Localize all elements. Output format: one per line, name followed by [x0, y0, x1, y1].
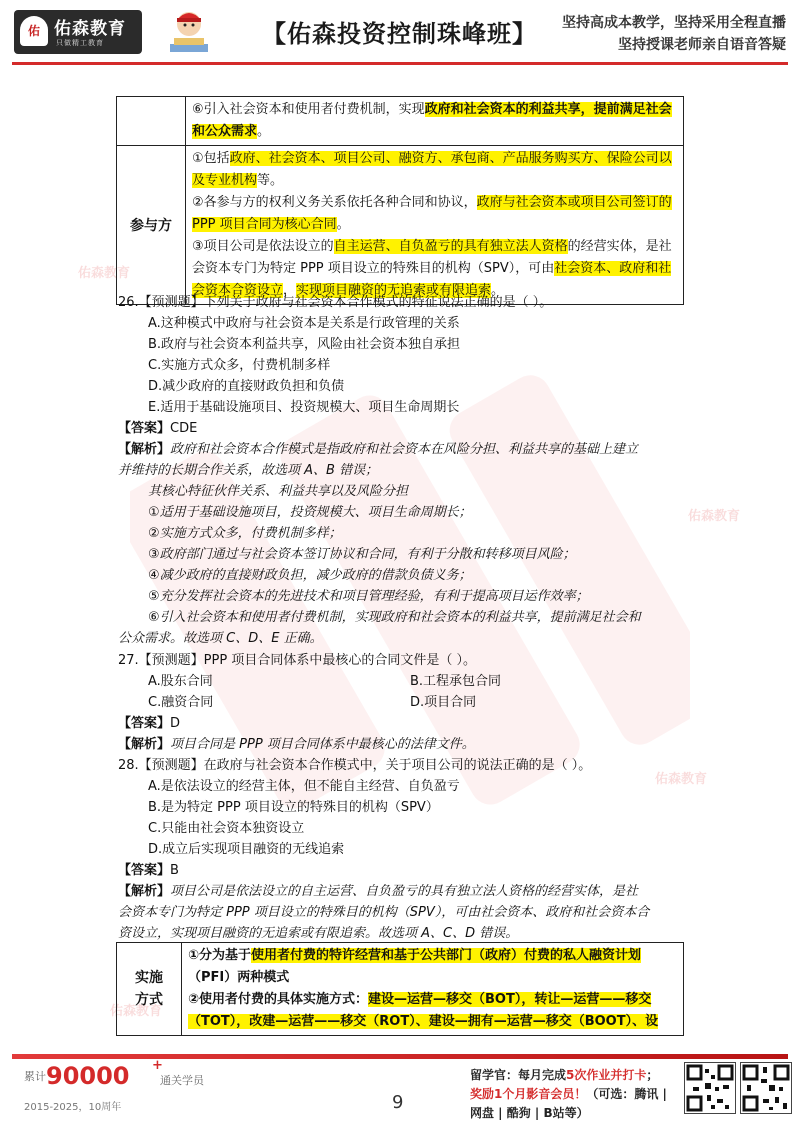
question-option: D.项目合同 [410, 695, 477, 710]
analysis-text: ②实施方式众多，付费机制多样； [148, 526, 342, 541]
table-cell [182, 943, 684, 1036]
analysis-text: 项目公司是依法设立的自主运营、自负盈亏的具有独立法人资格的经营实体，是社 [170, 884, 639, 899]
label-text: 实施 [135, 970, 163, 986]
answer-value: CDE [170, 421, 198, 436]
analysis-line [118, 881, 638, 902]
analysis-text: 政府和社会资本合作模式是指政府和社会资本在风险分担、利益共享的基础上建立 [170, 442, 639, 457]
analysis-text: ⑤充分发挥社会资本的先进技术和项目管理经验，有利于提高项目运作效率； [148, 589, 589, 604]
label-text: 方式 [135, 992, 163, 1008]
cell-text: ①分为基于 [188, 948, 252, 963]
cell-text: 等。 [257, 173, 284, 188]
analysis-label: 【解析】 [118, 737, 171, 752]
analysis-text: ④减少政府的直接财政负担，减少政府的借款负债义务； [148, 568, 472, 583]
watermark-text: 佑森教育 [78, 266, 131, 281]
promo-text: 留学官：每月完成 [470, 1068, 567, 1082]
cell-text: ①包括 [192, 151, 230, 166]
question-option: B.工程承包合同 [410, 674, 502, 689]
question-option: A.股东合同 [148, 674, 213, 689]
analysis-label: 【解析】 [118, 884, 171, 899]
question-option: D.成立后实现项目融资的无线追索 [148, 842, 345, 857]
footer-total-label: 累计 [24, 1070, 46, 1083]
cell-text: ③项目公司是依法设立的 [192, 239, 334, 254]
analysis-line [118, 734, 475, 755]
table-label-cell: 参与方 [117, 146, 186, 305]
promo-highlight: 5次作业并打卡 [566, 1068, 647, 1082]
cell-text: 。 [491, 283, 505, 298]
highlighted-text: 使用者付费的特许经营和基于公共部门（政府）付费的私人融资计划 [251, 948, 642, 963]
slogan-line-2: 坚持授课老师亲自语音答疑 [618, 37, 786, 53]
answer-label: 【答案】 [118, 863, 171, 878]
question-option: A.这种模式中政府与社会资本是关系是行政管理的关系 [148, 316, 460, 331]
analysis-text: 资设立，实现项目融资的无追索或有限追索。故选项 A、C、D 错误。 [118, 926, 519, 941]
analysis-text: 其核心特征伙伴关系、利益共享以及风险分担 [148, 484, 409, 499]
cell-text: （PFI）两种模式 [188, 970, 290, 985]
question-option: C.实施方式众多，付费机制多样 [148, 358, 331, 373]
promo-highlight: 奖励1个月影音会员！ [470, 1087, 587, 1101]
question-option: C.只能由社会资本独资设立 [148, 821, 305, 836]
question-option: D.减少政府的直接财政负担和负债 [148, 379, 345, 394]
brand-logo [14, 10, 142, 54]
analysis-text: 会资本专门为特定 PPP 项目设立的特殊目的机构（SPV），可由社会资本、政府和社会资本合 [118, 905, 650, 920]
answer-line [118, 713, 180, 734]
question-option: B.是为特定 PPP 项目设立的特殊目的机构（SPV） [148, 800, 439, 815]
mascot-icon [160, 6, 218, 58]
cell-text: 。 [336, 217, 350, 232]
banner-title: 【佑森投资控制珠峰班】 [262, 20, 537, 48]
question-stem: 26.【预测题】下列关于政府与社会资本合作模式的特征说法正确的是（ ）。 [118, 295, 553, 310]
highlighted-text: 政府与社会资本或项目公司签订的 PPP 项目合同为核心合同 [192, 195, 672, 232]
analysis-line [118, 439, 638, 460]
footer-promo [470, 1066, 667, 1123]
analysis-text: 并维持的长期合作关系，故选项 A、B 错误； [118, 463, 379, 478]
cell-text: ②各参与方的权利义务关系依托各种合同和协议， [192, 195, 477, 210]
slogan-line-1: 坚持高成本教学，坚持采用全程直播 [562, 15, 786, 31]
analysis-text: ①适用于基础设施项目，投资规模大、项目生命周期长； [148, 505, 472, 520]
watermark-text: 佑森教育 [110, 1004, 163, 1019]
feature-table [116, 96, 684, 305]
footer-plus: + [152, 1058, 163, 1073]
table-label-cell [117, 97, 186, 146]
answer-label: 【答案】 [118, 421, 171, 436]
analysis-text: ③政府部门通过与社会资本签订协议和合同，有利于分散和转移项目风险； [148, 547, 576, 562]
question-stem: 27.【预测题】PPP 项目合同体系中最核心的合同文件是（ ）。 [118, 653, 476, 668]
table-cell [186, 97, 684, 146]
table-cell [186, 146, 684, 305]
analysis-label: 【解析】 [118, 442, 171, 457]
analysis-text: 项目合同是 PPP 项目合同体系中最核心的法律文件。 [170, 737, 475, 752]
logo-mark-icon: 佑 [20, 16, 48, 46]
highlighted-text: 政府、社会资本、项目公司、融资方、承包商、产品服务购买方、保险公司以及专业机构 [192, 151, 672, 188]
logo-text: 佑森教育 [54, 19, 126, 39]
question-stem: 28.【预测题】在政府与社会资本合作模式中，关于项目公司的说法正确的是（ ）。 [118, 758, 592, 773]
watermark-text: 佑森教育 [655, 772, 708, 787]
analysis-text: 公众需求。故选项 C、D、E 正确。 [118, 631, 323, 646]
qr-code-icon[interactable] [740, 1062, 792, 1114]
cell-text: 的经营实体，是社会资本专门为特定 PPP 项目设立的特殊目的机构（SPV），可由 [192, 239, 672, 276]
header-divider [12, 62, 788, 65]
answer-line [118, 860, 179, 881]
page-header [0, 0, 800, 62]
answer-label: 【答案】 [118, 716, 171, 731]
cell-text: ②使用者付费的具体实施方式： [188, 992, 369, 1007]
cell-text: ， [283, 283, 297, 298]
watermark-text: 佑森教育 [688, 509, 741, 524]
highlighted-text: 社会资本、政府和社会资本合资设立 [192, 261, 672, 298]
highlighted-text: 实现项目融资的无追索或有限追索 [296, 283, 492, 298]
table-label-cell [117, 943, 182, 1036]
footer-pass-label: 通关学员 [160, 1074, 204, 1087]
cell-text: ⑥引入社会资本和使用者付费机制，实现 [192, 102, 425, 117]
promo-text: 网盘 | 酷狗 | B站等） [470, 1106, 589, 1120]
implementation-table [116, 942, 684, 1036]
highlighted-text: 建设—运营—移交（BOT），转让—运营——移交（TOT），改建—运营——移交（ROT）、建设—拥有—运营—移交（BOOT）、设 [188, 992, 659, 1029]
logo-subtitle: 只做精工教育 [56, 39, 104, 47]
question-option: E.适用于基础设施项目、投资规模大、项目生命周期长 [148, 400, 460, 415]
footer-years: 2015-2025，10周年 [24, 1102, 122, 1113]
footer-total-number: 90000 [46, 1062, 130, 1090]
highlighted-text: 政府和社会资本的利益共享，提前满足社会和公众需求 [192, 102, 672, 139]
question-option: C.融资合同 [148, 695, 214, 710]
page-number: 9 [392, 1092, 404, 1113]
qr-code-icon[interactable] [684, 1062, 736, 1114]
answer-value: B [170, 863, 179, 878]
answer-line [118, 418, 197, 439]
highlighted-text: 自主运营、自负盈亏的具有独立法人资格 [333, 239, 568, 254]
promo-text: （可选：腾讯 | [586, 1087, 667, 1101]
cell-text: 。 [257, 124, 271, 139]
footer-divider [12, 1054, 788, 1059]
question-option: B.政府与社会资本利益共享，风险由社会资本独自承担 [148, 337, 461, 352]
promo-text: ； [646, 1068, 659, 1082]
analysis-text: ⑥引入社会资本和使用者付费机制，实现政府和社会资本的利益共享，提前满足社会和 [148, 610, 641, 625]
answer-value: D [170, 716, 181, 731]
question-option: A.是依法设立的经营主体，但不能自主经营、自负盈亏 [148, 779, 460, 794]
